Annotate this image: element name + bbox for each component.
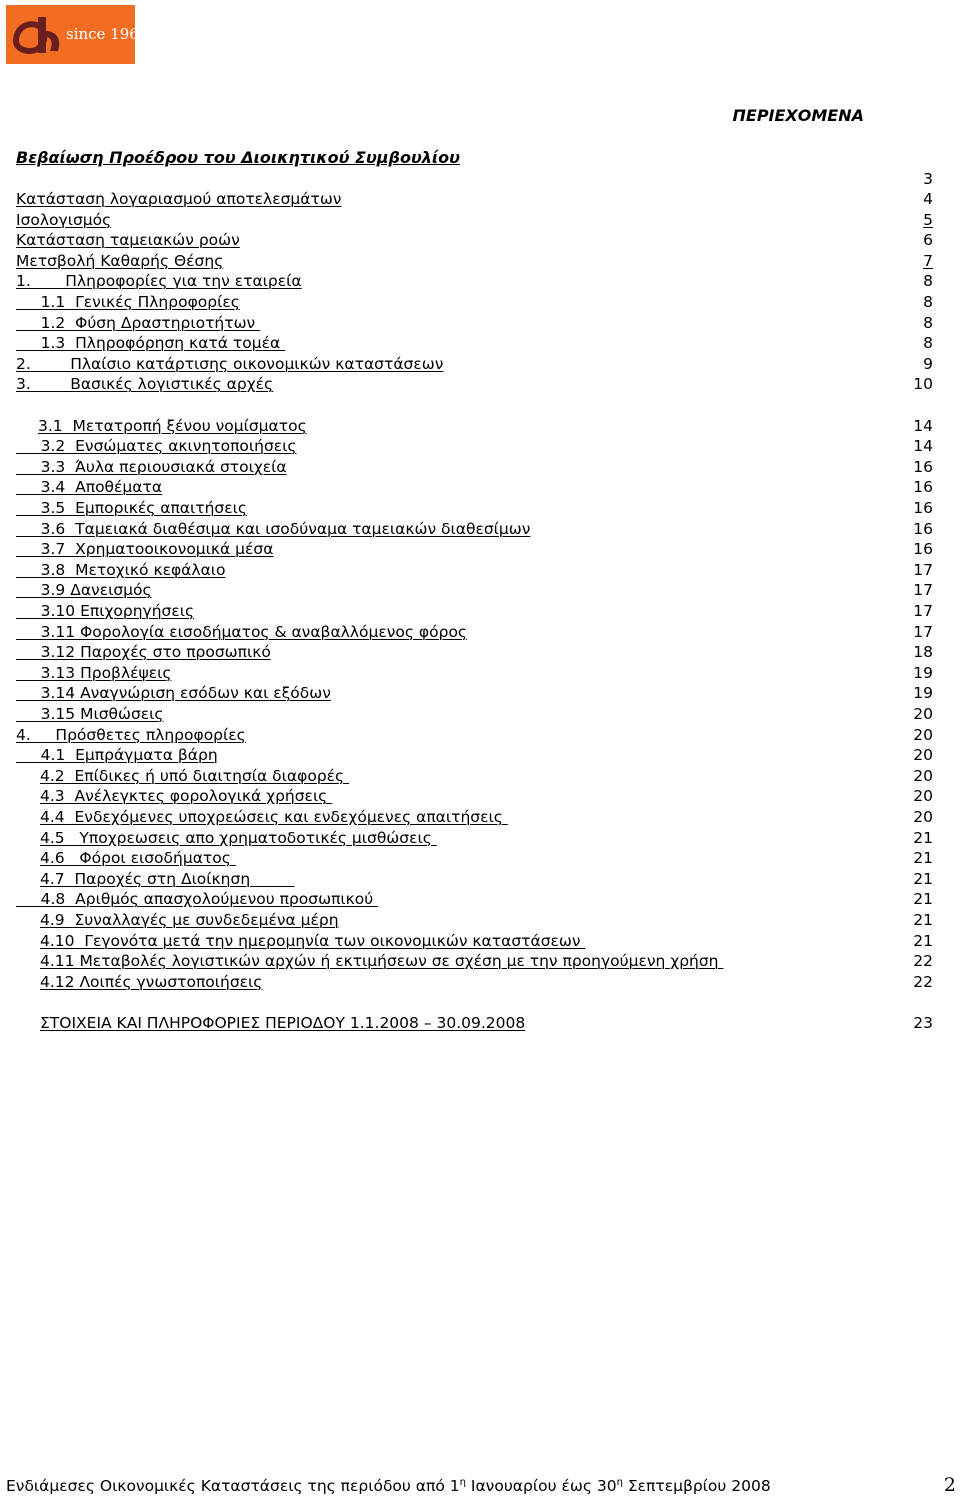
toc-entry[interactable]: [0, 745, 960, 765]
toc-entry[interactable]: [0, 230, 960, 250]
toc-entry-page: 21: [913, 869, 933, 888]
toc-entry-label[interactable]: 3.4 Αποθέματα: [16, 478, 163, 497]
toc-entry[interactable]: [0, 807, 960, 827]
toc-entry-page: 20: [913, 808, 933, 826]
toc-entry-page: 14: [913, 416, 933, 435]
footer-page-number: 2: [943, 1474, 956, 1496]
toc-entry-page: 8: [923, 272, 933, 291]
toc-entry-page: 16: [913, 478, 933, 497]
toc-entry[interactable]: [0, 642, 960, 662]
toc-entry-label[interactable]: 4.4 Ενδεχόμενες υποχρεώσεις και ενδεχόμενες απαιτήσεις: [40, 808, 508, 826]
toc-entry-page: 8: [923, 293, 933, 311]
toc-entry[interactable]: [0, 313, 960, 333]
toc-entry-label[interactable]: 4.10 Γεγονότα μετά την ημερομηνία των οικονομικών καταστάσεων: [40, 931, 586, 950]
toc-entry-label[interactable]: 4.7 Παροχές στη Διοίκηση: [40, 869, 295, 888]
page-footer: Ενδιάμεσες Οικονομικές Καταστάσεις της περιόδου από $1^\eta$ Ιανουαρίου έως $30^\eta$ Σεπτεμβρίου 2008: [6, 1477, 771, 1496]
toc-entry-label[interactable]: 3.5 Εμπορικές απαιτήσεις: [16, 499, 247, 517]
toc-entry-page: 23: [913, 1014, 933, 1032]
toc-entry-label[interactable]: 1.1 Γενικές Πληροφορίες: [16, 293, 240, 311]
toc-entry[interactable]: [0, 951, 960, 971]
toc-entry-page: 8: [923, 313, 933, 332]
toc-entry[interactable]: [0, 786, 960, 806]
toc-entry-page: 16: [913, 499, 933, 517]
toc-entry[interactable]: [0, 457, 960, 477]
toc-entry-label[interactable]: ΣΤΟΙΧΕΙΑ ΚΑΙ ΠΛΗΡΟΦΟΡΙΕΣ ΠΕΡΙΟΔΟΥ 1.1.2008 – 30.09.2008: [40, 1014, 526, 1032]
toc-entry-page: 20: [913, 725, 933, 744]
toc-entry[interactable]: [0, 622, 960, 642]
certification-link[interactable]: Βεβαίωση Προέδρου του Διοικητικού Συμβουλίου: [16, 148, 460, 167]
toc-entry[interactable]: [0, 333, 960, 353]
toc-entry[interactable]: [0, 189, 960, 209]
toc-entry[interactable]: [0, 972, 960, 992]
toc-entry[interactable]: [0, 828, 960, 848]
toc-entry-page: 21: [913, 911, 933, 929]
toc-entry-label[interactable]: 4.6 Φόροι εισοδήματος: [40, 849, 236, 868]
toc-entry-label[interactable]: 4.5 Υποχρεωσεις απο χρηματοδοτικές μισθώσεις: [40, 828, 437, 847]
toc-entry-label[interactable]: 3.2 Ενσώματες ακινητοποιήσεις: [16, 437, 297, 456]
toc-entry-page: 5: [923, 210, 933, 229]
toc-entry-page: 20: [913, 705, 933, 723]
toc-entry-label[interactable]: 3.8 Μετοχικό κεφάλαιο: [16, 560, 226, 579]
toc-entry-page: 21: [913, 931, 933, 950]
toc-entry-label[interactable]: 4.8 Αριθμός απασχολούμενου προσωπικού: [16, 890, 379, 909]
toc-entry[interactable]: [0, 725, 960, 745]
toc-entry[interactable]: [0, 271, 960, 291]
toc-entry-page: 17: [913, 622, 933, 641]
toc-entry-page: 16: [913, 457, 933, 476]
toc-entry[interactable]: [0, 580, 960, 600]
toc-entry-label[interactable]: Ισολογισμός: [16, 210, 112, 229]
toc-entry[interactable]: [0, 374, 960, 394]
toc-entry-page: 22: [913, 972, 933, 991]
toc-entry-label[interactable]: 3.15 Μισθώσεις: [16, 705, 164, 723]
toc-entry-label[interactable]: 3.7 Χρηματοοικονομικά μέσα: [16, 540, 274, 559]
toc-entry-label[interactable]: 3.9 Δανεισμός: [16, 581, 152, 600]
toc-entry-label[interactable]: 2. Πλαίσιο κατάρτισης οικονομικών καταστάσεων: [16, 354, 444, 373]
toc-entry[interactable]: [0, 1013, 960, 1033]
toc-entry-label[interactable]: 3.1 Μετατροπή ξένου νομίσματος: [38, 416, 307, 435]
toc-entry-label[interactable]: 3.6 Ταμειακά διαθέσιμα και ισοδύναμα ταμειακών διαθεσίμων: [16, 519, 531, 538]
toc-entry-label[interactable]: Κατάσταση ταμειακών ροών: [16, 231, 240, 250]
toc-entry[interactable]: [0, 683, 960, 703]
toc-entry-label[interactable]: 3.10 Επιχορηγήσεις: [16, 602, 195, 620]
toc-entry-label[interactable]: 4.3 Ανέλεγκτες φορολογικά χρήσεις: [40, 787, 333, 806]
toc-entry-label[interactable]: 4.1 Εμπράγματα βάρη: [16, 746, 218, 765]
toc-entry-page: 17: [913, 581, 933, 600]
toc-entry[interactable]: [0, 704, 960, 724]
toc-entry[interactable]: [0, 889, 960, 909]
toc-entry-page: 18: [913, 643, 933, 662]
toc-entry-page: 20: [913, 787, 933, 806]
toc-entry-label[interactable]: 3.13 Προβλέψεις: [16, 663, 172, 682]
toc-entry[interactable]: [0, 601, 960, 621]
toc-entry-page: 4: [923, 190, 933, 208]
toc-entry-page: 6: [923, 231, 933, 250]
toc-entry-label[interactable]: 4.12 Λοιπές γνωστοποιήσεις: [40, 972, 263, 991]
toc-entry[interactable]: [0, 539, 960, 559]
toc-entry-page: 19: [913, 684, 933, 703]
toc-entry-label[interactable]: Μετσβολή Καθαρής Θέσης: [16, 251, 224, 270]
toc-entry-page: 7: [923, 251, 933, 270]
toc-entry[interactable]: [0, 519, 960, 539]
toc-entry-page: 21: [913, 828, 933, 847]
toc-entry-page: 17: [913, 602, 933, 620]
toc-entry[interactable]: [0, 292, 960, 312]
toc-entry[interactable]: [0, 477, 960, 497]
toc-entry-label[interactable]: 1.3 Πληροφόρηση κατά τομέα: [16, 334, 286, 353]
toc-entry[interactable]: [0, 931, 960, 951]
toc-entry-label[interactable]: 3.3 Άυλα περιουσιακά στοιχεία: [16, 457, 287, 476]
toc-entry[interactable]: [0, 210, 960, 230]
toc-entry-page: 16: [913, 540, 933, 559]
toc-entry-label[interactable]: 3.11 Φορολογία εισοδήματος & αναβαλλόμενος φόρος: [16, 622, 468, 641]
toc-entry-page: 16: [913, 519, 933, 538]
toc-entry-label[interactable]: 4.9 Συναλλαγές με συνδεδεμένα μέρη: [40, 911, 339, 929]
toc-entry[interactable]: [0, 560, 960, 580]
toc-entry-label[interactable]: 3.14 Αναγνώριση εσόδων και εξόδων: [16, 684, 331, 703]
toc-entry[interactable]: [0, 663, 960, 683]
toc-entry[interactable]: [0, 498, 960, 518]
toc-entry-label[interactable]: 4.2 Επίδικες ή υπό διαιτησία διαφορές: [40, 766, 350, 785]
toc-entry-label[interactable]: 4.11 Μεταβολές λογιστικών αρχών ή εκτιμήσεων σε σχέση με την προηγούμενη χρήση: [40, 952, 724, 971]
toc-entry-page: 9: [923, 354, 933, 373]
toc-entry[interactable]: [0, 416, 960, 436]
toc-entry-page: 21: [913, 849, 933, 868]
toc-entry-page: 14: [913, 437, 933, 456]
logo-text: since 1960: [66, 25, 149, 43]
toc-entry-label[interactable]: 1. Πληροφορίες για την εταιρεία: [16, 272, 302, 291]
certification-page-number: 3: [923, 170, 933, 188]
toc-title: ΠΕΡΙΕΧΟΜΕΝΑ: [732, 106, 864, 125]
toc-entry[interactable]: [0, 848, 960, 868]
company-logo: [6, 5, 149, 64]
toc-entry-label[interactable]: Κατάσταση λογαριασμού αποτελεσμάτων: [16, 190, 342, 208]
toc-entry-page: 19: [913, 663, 933, 682]
toc-entry-label[interactable]: 1.2 Φύση Δραστηριοτήτων: [16, 313, 261, 332]
toc-entry-page: 22: [913, 952, 933, 971]
toc-entry-page: 17: [913, 560, 933, 579]
toc-entry-page: 8: [923, 334, 933, 353]
toc-entry[interactable]: [0, 354, 960, 374]
toc-entry-page: 20: [913, 766, 933, 785]
toc-entry-label[interactable]: 3. Βασικές λογιστικές αρχές: [16, 375, 274, 394]
toc-entry[interactable]: [0, 436, 960, 456]
toc-entry[interactable]: [0, 910, 960, 930]
toc-entry-page: 21: [913, 890, 933, 909]
toc-entry-page: 10: [913, 375, 933, 394]
toc-entry-page: 20: [913, 746, 933, 765]
logo-mark-icon: [12, 11, 64, 59]
toc-entry-label[interactable]: 4. Πρόσθετες πληροφορίες: [16, 725, 246, 744]
toc-entry-label[interactable]: 3.12 Παροχές στο προσωπικό: [16, 643, 271, 662]
toc-entry[interactable]: [0, 766, 960, 786]
toc-entry[interactable]: [0, 869, 960, 889]
toc-entry[interactable]: [0, 251, 960, 271]
